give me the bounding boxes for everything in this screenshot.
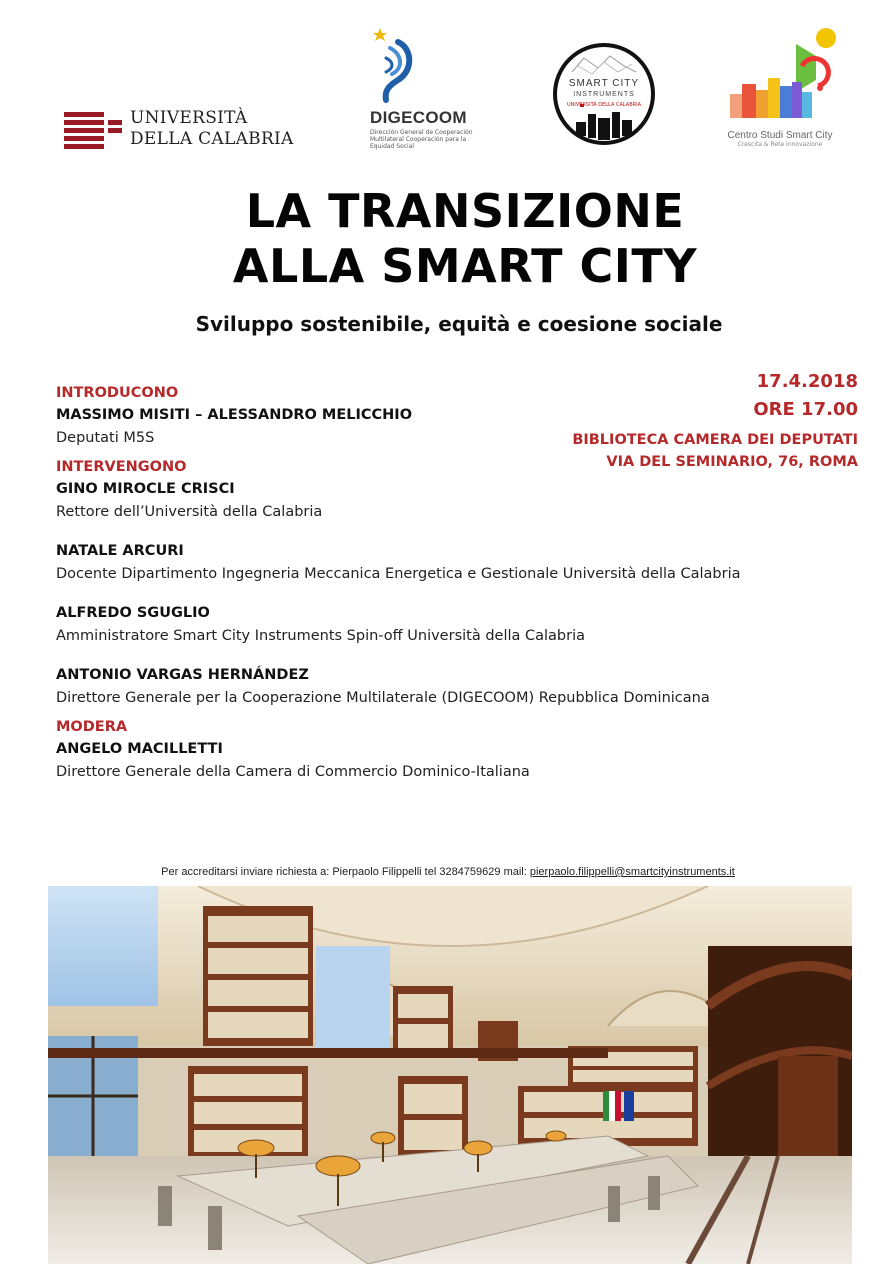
unical-name: [130, 108, 294, 150]
unical-line1: UNIVERSITÀ: [130, 108, 248, 128]
speaker-role: Direttore Generale per la Cooperazione Multilaterale (DIGECOOM) Repubblica Dominicana: [56, 690, 710, 706]
event-time: ORE 17.00: [753, 399, 858, 420]
centro-studi-logo: [724, 26, 836, 150]
centro-studi-line1: Centro Studi Smart City: [727, 130, 833, 141]
sci-line1: SMART CITY: [568, 78, 640, 89]
moderator-role: Direttore Generale della Camera di Commercio Dominico-Italiana: [56, 764, 530, 780]
accreditation-note: [0, 866, 896, 878]
sci-line2: INSTRUMENTS: [573, 91, 635, 98]
digecoom-logo: [362, 28, 482, 153]
sci-line3: UNIVERSITÀ DELLA CALABRIA: [567, 102, 641, 108]
title-line2: ALLA SMART CITY: [232, 239, 698, 293]
event-subtitle: Sviluppo sostenibile, equità e coesione sociale: [195, 312, 723, 336]
speaker-name: ANTONIO VARGAS HERNÁNDEZ: [56, 667, 309, 683]
speaker-role: Rettore dell’Università della Calabria: [56, 504, 323, 520]
title-line1: LA TRANSIZIONE: [245, 184, 685, 238]
section-intervengono: INTERVENGONO: [56, 459, 187, 475]
unical-logo: [64, 106, 304, 156]
event-date: 17.4.2018: [756, 371, 858, 392]
digecoom-name: DIGECOOM: [370, 108, 467, 127]
speaker-role: Docente Dipartimento Ingegneria Meccanica Energetica e Gestionale Università della Calabria: [56, 566, 741, 582]
speaker-role: Deputati M5S: [56, 430, 155, 446]
unical-line2: DELLA CALABRIA: [130, 129, 294, 149]
section-modera: MODERA: [56, 719, 128, 735]
place-line2: VIA DEL SEMINARIO, 76, ROMA: [606, 454, 858, 470]
speaker-name: NATALE ARCURI: [56, 543, 184, 559]
speaker-name: GINO MIROCLE CRISCI: [56, 481, 235, 497]
colored-buildings-icon: [724, 26, 836, 130]
centro-studi-line2: Crescita & Rete Innovazione: [737, 141, 823, 148]
smart-city-instruments-logo: [552, 42, 656, 146]
place-line1: BIBLIOTECA CAMERA DEI DEPUTATI: [572, 432, 858, 448]
moderator-name: ANGELO MACILLETTI: [56, 741, 223, 757]
digecoom-swirl-icon: [368, 28, 418, 104]
note-text: Per accreditarsi inviare richiesta a: Pierpaolo Filippelli tel 3284759629 mail:: [161, 866, 530, 878]
note-email-link[interactable]: pierpaolo.filippelli@smartcityinstruments.it: [529, 866, 735, 878]
program: [56, 382, 876, 784]
digecoom-subtitle: Dirección General de Cooperación Multilateral Cooperación para la Equidad Social: [370, 129, 473, 150]
unical-stripes-icon: [64, 112, 122, 150]
section-introducono: INTRODUCONO: [56, 385, 179, 401]
speaker-name: MASSIMO MISITI – ALESSANDRO MELICCHIO: [56, 407, 413, 423]
event-title: [0, 184, 896, 294]
speaker-role: Amministratore Smart City Instruments Spin-off Università della Calabria: [56, 628, 586, 644]
library-hall-photo: [48, 886, 852, 1264]
speaker-name: ALFREDO SGUGLIO: [56, 605, 210, 621]
